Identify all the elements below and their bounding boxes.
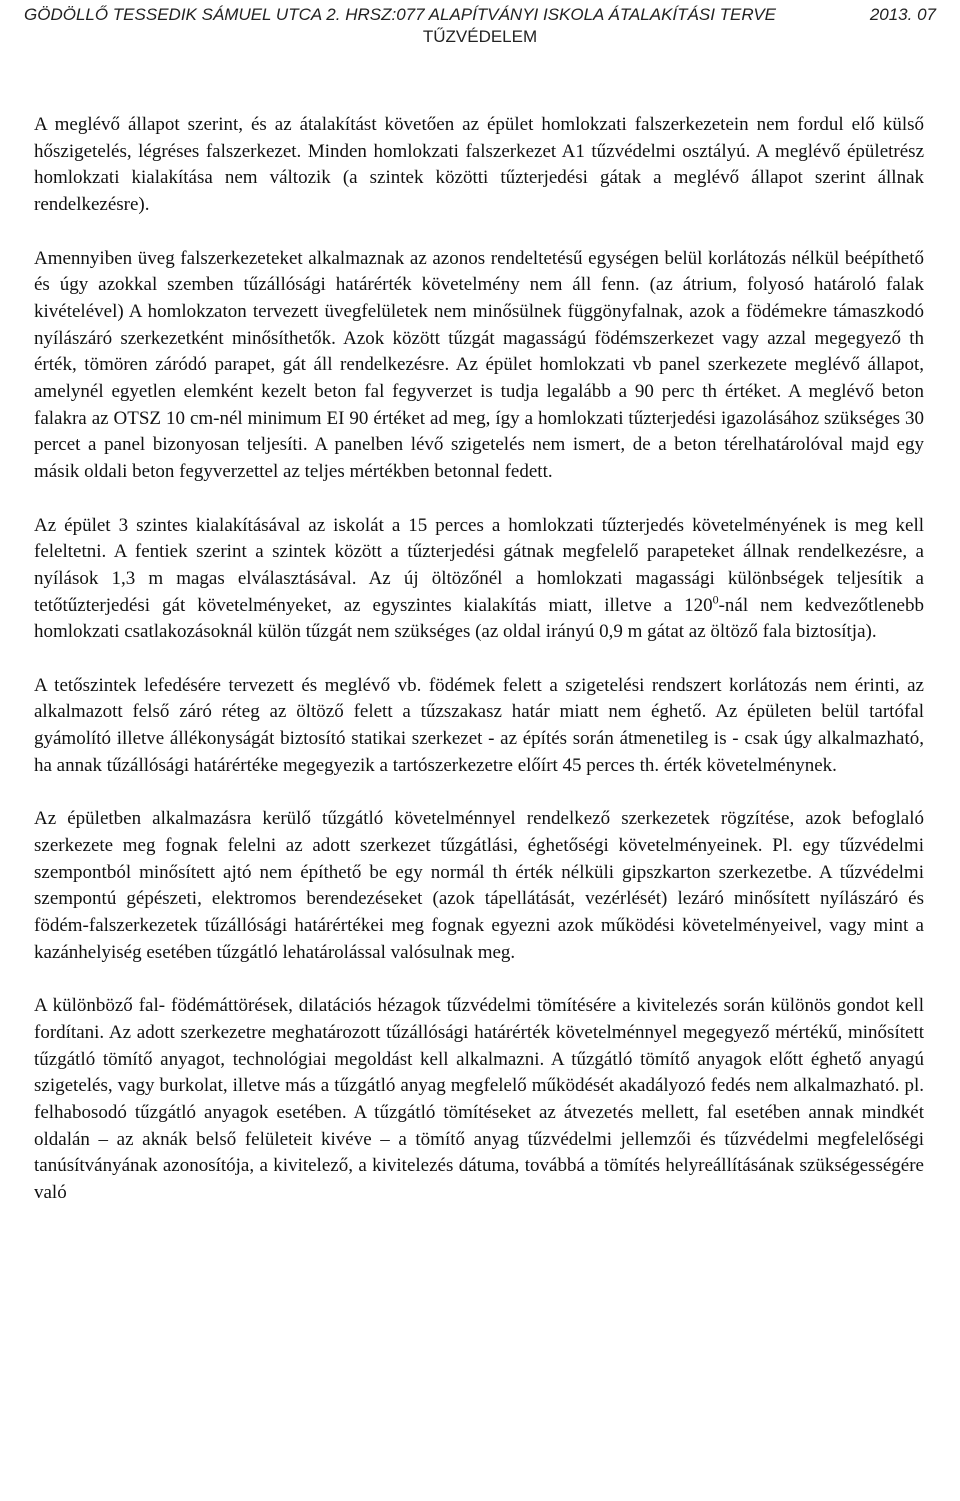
page-header: [0, 4, 960, 48]
paragraph-fire-barrier-structures: Az épületben alkalmazásra kerülő tűzgátló követelménnyel rendelkező szerkezetek rögzítése, azok befoglaló szerkezete meg fognak felelni az adott szerkezet tűzgátlási, éghetőségi követelményeinek. Pl. egy tűzvédelmi szempontból minősített ajtó nem építhető be egy normál th érték nélküli gipszkarton szerkezetbe. A tűzvédelmi szempontú gépészeti, elektromos berendezéseket (azok tápellátását, vezérlését) lezáró minősített nyílászáró és födém-falszerkezetek tűzállósági határértékei meg fognak egyezni azok működési követelményeivel, vagy mint a kazánhelyiség esetében tűzgátló lehatárolással valósulnak meg.: [34, 808, 924, 963]
header-title: GÖDÖLLŐ TESSEDIK SÁMUEL UTCA 2. HRSZ:077 ALAPÍTVÁNYI ISKOLA ÁTALAKÍTÁSI TERVE: [24, 5, 777, 24]
paragraph-facade-walls: A meglévő állapot szerint, és az átalakítást követően az épület homlokzati falszerkezetein nem fordul elő külső hőszigetelés, légréses falszerkezet. Minden homlokzati falszerkezet A1 tűzvédelmi osztályú. A meglévő épületrész homlokzati kialakítása nem változik (a szintek közötti tűzterjedési gátak a meglévő állapot szerint állnak rendelkezésre).: [34, 114, 924, 216]
paragraph-roof-levels: A tetőszintek lefedésére tervezett és meglévő vb. födémek felett a szigetelési rendszert korlátozás nem érinti, az alkalmazott felső záró réteg az öltöző felett a tűzszakasz határ miatt nem éghető. Az épületen belül tartófal gyámolító illetve állékonyságát biztosító statikai szerkezet - az építés során átmenetileg is - csak úgy alkalmazható, ha annak tűzállósági határértéke megegyezik a tartószerkezetre előírt 45 perces th. érték követelménynek.: [34, 674, 924, 776]
header-line: [24, 4, 936, 26]
header-date: 2013. 07: [869, 5, 936, 24]
document-body: [34, 112, 924, 1207]
paragraph-penetration-sealing: A különböző fal- födémáttörések, dilatációs hézagok tűzvédelmi tömítésére a kivitelezés során különös gondot kell fordítani. Az adott szerkezetre meghatározott tűzállósági határérték követelménnyel megegyező mértékű, minősített tűzgátló tömítő anyagot, technológiai megoldást kell alkalmazni. A tűzgátló tömítő anyagok előtt éghető anyagú szigetelés, vagy burkolat, illetve más a tűzgátló anyag megfelelő működését akadályozó fedés nem alkalmazható. pl. felhabosodó tűzgátló anyagok esetében. A tűzgátló tömítéseket az átvezetés mellett, fal esetében annak mindkét oldalán – az aknák belső felületeit kivéve – a tömítő anyag tűzvédelmi jellemzői és tűzvédelmi megfelelőségi tanúsítványának azonosítója, a kivitelező, a kivitelezés dátuma, továbbá a tömítés helyreállításának szükségességére való: [34, 995, 924, 1204]
paragraph-fire-spread: [34, 513, 924, 647]
paragraph-fire-spread-text: Az épület 3 szintes kialakításával az iskolát a 15 perces a homlokzati tűzterjedés követelményének is meg kell feleltetni. A fentiek szerint a szintek között a tűzterjedési gátnak megfelelő parapeteket állnak rendelkezésre, a nyílások 1,3 m magas elválasztásával. Az új öltözőnél a homlokzati magassági különbségek teljesítik a tetőtűzterjedési gát követelményeket, az egyszintes kialakítás miatt, illetve a 120: [34, 514, 924, 616]
header-subtitle: TŰZVÉDELEM: [422, 27, 538, 46]
paragraph-fire-spread-text-end: -nál nem kedvezőtlenebb homlokzati csatlakozásoknál külön tűzgát nem szükséges (az oldal irányú 0,9 m gátat az öltöző fala biztosítja).: [34, 594, 924, 643]
degree-superscript: 0: [712, 592, 719, 607]
paragraph-glass-walls: Amennyiben üveg falszerkezeteket alkalmaznak az azonos rendeltetésű egységen belül korlátozás nélkül beépíthető és úgy azokkal szemben tűzállósági határérték követelmény nem áll fenn. (az átrium, folyosó határoló falak kivételével) A homlokzaton tervezett üvegfelületek nem minősülnek függönyfalnak, azok a födémekre támaszkodó nyílászáró szerkezetként minősíthetők. Azok között tűzgát magasságú födémszerkezet vagy azzal megegyező th érték, tömören záródó parapet, gát áll rendelkezésre. Az épület homlokzati vb panel szerkezete meglévő állapot, amelynél egyetlen elemként kezelt beton fal fegyverzet is tudja legalább a 90 perc th értéket. A meglévő beton falakra az OTSZ 10 cm-nél minimum EI 90 értéket ad meg, így a homlokzati tűzterjedési igazolásához szükséges 30 percet a panel bizonyosan teljesíti. A panelben lévő szigetelés nem ismert, de a beton térelhatárolóval majd egy másik oldali beton fegyverzettel az teljes mértékben betonnal fedett.: [34, 247, 924, 483]
